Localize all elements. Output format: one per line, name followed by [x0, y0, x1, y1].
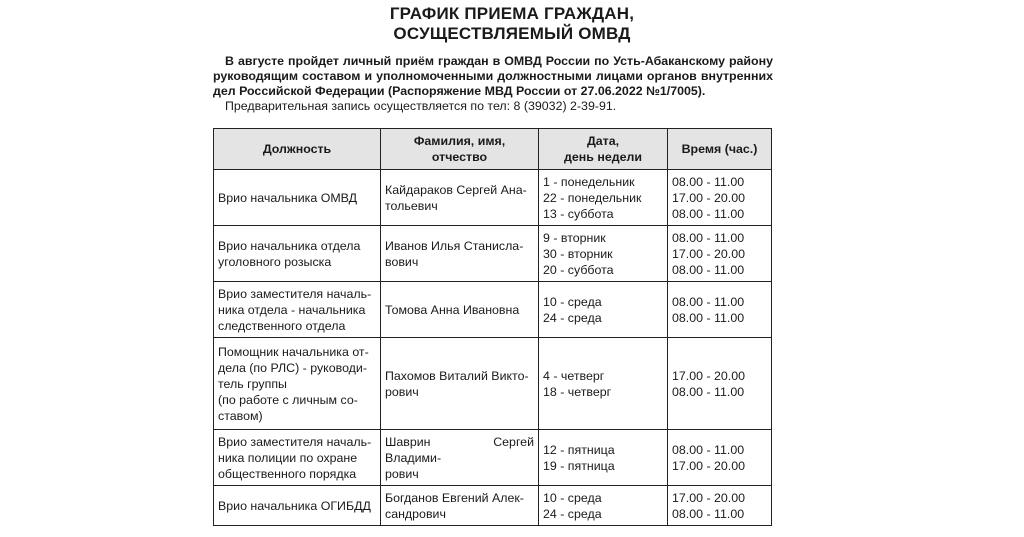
intro-block	[213, 54, 773, 114]
cell-position-line: тель группы	[218, 376, 287, 391]
table-row	[214, 170, 772, 226]
cell-dates-line: 10 - среда	[543, 490, 602, 505]
cell-name	[381, 430, 539, 486]
cell-times-line: 08.00 - 11.00	[672, 230, 745, 245]
cell-name-line: Кайдараков Сергей Ана-	[385, 182, 527, 197]
cell-name-line: тольевич	[385, 198, 438, 213]
cell-position-line: Врио начальника ОГИБДД	[218, 498, 371, 513]
cell-position-line: (по работе с личным со-	[218, 392, 358, 407]
header-date	[539, 129, 668, 170]
schedule-table	[213, 128, 772, 526]
cell-name-line: Томова Анна Ивановна	[385, 302, 520, 317]
cell-times	[668, 170, 772, 226]
cell-times-line: 08.00 - 11.00	[672, 262, 745, 277]
cell-dates-line: 13 - суббота	[543, 206, 614, 221]
cell-dates-line: 18 - четверг	[543, 384, 612, 399]
cell-dates-line: 10 - среда	[543, 294, 602, 309]
cell-times-line: 08.00 - 11.00	[672, 442, 745, 457]
table-row	[214, 226, 772, 282]
cell-name-line: рович	[385, 466, 419, 481]
cell-times-line: 17.00 - 20.00	[672, 246, 746, 261]
cell-dates	[539, 486, 668, 526]
cell-times-line: 08.00 - 11.00	[672, 294, 745, 309]
cell-times	[668, 430, 772, 486]
header-position: Должность	[214, 129, 381, 170]
page-title-line-1: ГРАФИК ПРИЕМА ГРАЖДАН,	[389, 4, 635, 23]
cell-name-line: вович	[385, 254, 419, 269]
cell-position-line: уголовного розыска	[218, 254, 332, 269]
cell-times-line: 08.00 - 11.00	[672, 174, 745, 189]
cell-times-line: 08.00 - 11.00	[672, 384, 745, 399]
table-row	[214, 282, 772, 338]
cell-name-line: Иванов Илья Станисла-	[385, 238, 524, 253]
cell-dates-line: 4 - четверг	[543, 368, 605, 383]
cell-position-line: ставом)	[218, 408, 263, 423]
cell-position-line: ника полиции по охране	[218, 450, 358, 465]
cell-dates-line: 19 - пятница	[543, 458, 615, 473]
table-row	[214, 338, 772, 430]
cell-dates-line: 24 - среда	[543, 506, 602, 521]
cell-dates	[539, 226, 668, 282]
cell-name	[381, 486, 539, 526]
cell-dates-line: 9 - вторник	[543, 230, 606, 245]
cell-name-line: рович	[385, 384, 419, 399]
cell-times	[668, 486, 772, 526]
cell-times-line: 08.00 - 11.00	[672, 206, 745, 221]
cell-position-line: общественного порядка	[218, 466, 357, 481]
cell-dates-line: 22 - понедельник	[543, 190, 642, 205]
header-name: Фамилия, имя, отчество	[381, 129, 539, 170]
cell-times-line: 17.00 - 20.00	[672, 190, 746, 205]
cell-position-line: Врио начальника отдела	[218, 238, 361, 253]
cell-position-line: Врио заместителя началь-	[218, 434, 372, 449]
cell-name	[381, 338, 539, 430]
cell-position	[214, 486, 381, 526]
cell-position-line: дела (по РЛС) - руководи-	[218, 360, 367, 375]
cell-times-line: 17.00 - 20.00	[672, 368, 746, 383]
cell-dates-line: 20 - суббота	[543, 262, 614, 277]
cell-name-line: Шаврин Сергей Владими-	[385, 434, 534, 465]
cell-dates	[539, 170, 668, 226]
cell-name	[381, 282, 539, 338]
cell-position-line: Врио заместителя началь-	[218, 286, 372, 301]
table-header-row	[214, 129, 772, 170]
cell-dates-line: 1 - понедельник	[543, 174, 635, 189]
cell-dates	[539, 338, 668, 430]
cell-name	[381, 170, 539, 226]
cell-times-line: 17.00 - 20.00	[672, 458, 746, 473]
cell-position-line: следственного отдела	[218, 318, 346, 333]
cell-dates-line: 30 - вторник	[543, 246, 613, 261]
appointment-note: Предварительная запись осуществляется по тел: 8 (39032) 2-39-91.	[225, 99, 617, 113]
cell-times-line: 08.00 - 11.00	[672, 506, 745, 521]
cell-times	[668, 226, 772, 282]
header-time: Время (час.)	[668, 129, 772, 170]
cell-dates	[539, 282, 668, 338]
table-row	[214, 430, 772, 486]
cell-times	[668, 282, 772, 338]
cell-times-line: 17.00 - 20.00	[672, 490, 746, 505]
cell-name-line: сандрович	[385, 506, 446, 521]
cell-times	[668, 338, 772, 430]
cell-position	[214, 338, 381, 430]
cell-position	[214, 430, 381, 486]
cell-name-line: Богданов Евгений Алек-	[385, 490, 524, 505]
cell-dates	[539, 430, 668, 486]
announcement-text: В августе пройдет личный приём граждан в ОМВД России по Усть-Абаканскому району руководящим составом и уполномоченными должностными лицами органов внутренних дел Российской Федерации (Распоряжение МВД России от 27.06.2022 №1/7005).	[213, 54, 773, 98]
cell-dates-line: 24 - среда	[543, 310, 602, 325]
header-date-line2: день недели	[564, 150, 642, 164]
cell-position	[214, 282, 381, 338]
cell-position	[214, 226, 381, 282]
cell-position-line: Помощник начальника от-	[218, 344, 369, 359]
cell-position-line: ника отдела - начальника	[218, 302, 366, 317]
table-row	[214, 486, 772, 526]
cell-position	[214, 170, 381, 226]
cell-name	[381, 226, 539, 282]
cell-times-line: 08.00 - 11.00	[672, 310, 745, 325]
cell-position-line: Врио начальника ОМВД	[218, 190, 358, 205]
cell-dates-line: 12 - пятница	[543, 442, 615, 457]
page-title-line-2: ОСУЩЕСТВЛЯЕМЫЙ ОМВД	[393, 24, 631, 43]
cell-name-line: Пахомов Виталий Викто-	[385, 368, 529, 383]
schedule-body	[214, 170, 772, 526]
header-date-line1: Дата,	[586, 134, 620, 148]
